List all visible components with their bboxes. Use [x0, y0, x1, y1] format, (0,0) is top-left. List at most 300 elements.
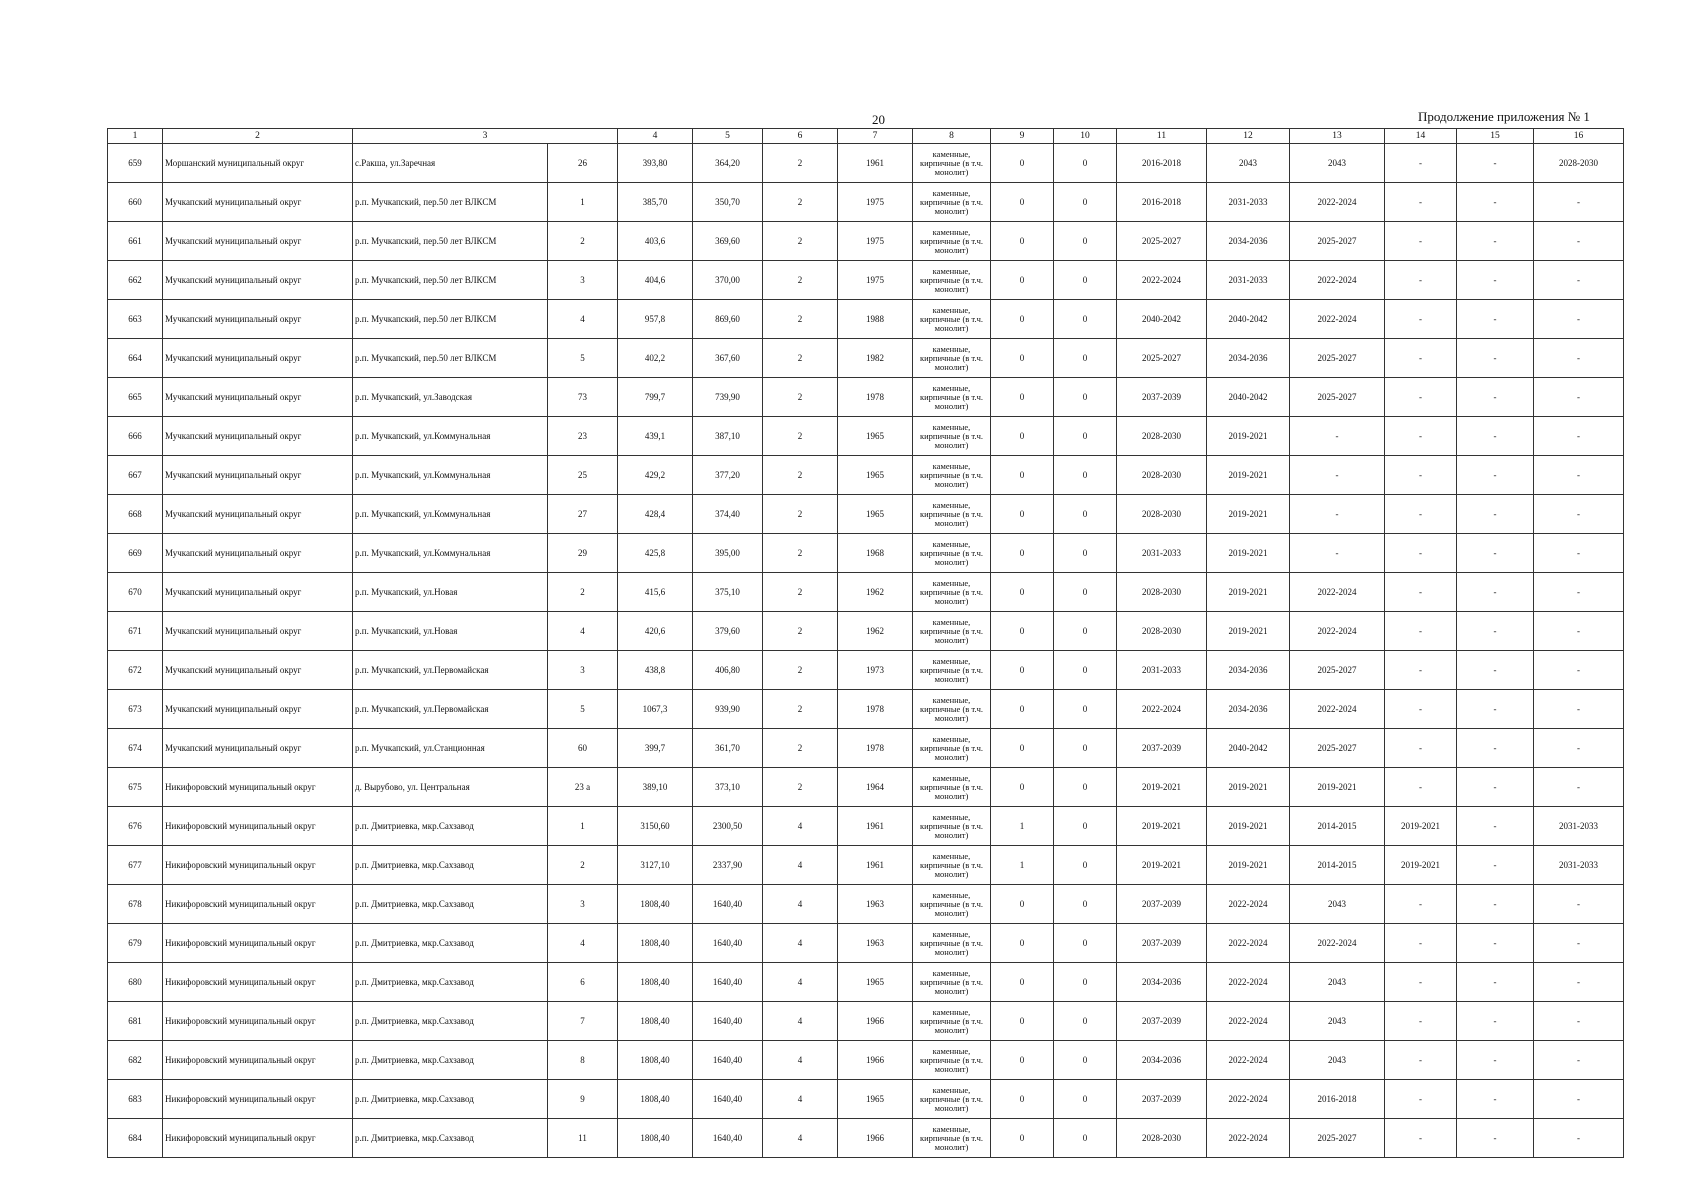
table-cell: - [1534, 222, 1624, 261]
table-cell: 73 [548, 378, 618, 417]
table-cell: р.п. Дмитриевка, мкр.Сахзавод [353, 1041, 548, 1080]
table-cell: Никифоровский муниципальный округ [163, 1080, 353, 1119]
table-cell: 664 [108, 339, 163, 378]
table-cell: - [1534, 534, 1624, 573]
table-cell: 1962 [838, 612, 913, 651]
table-cell: - [1385, 1119, 1457, 1158]
table-cell: 403,6 [618, 222, 693, 261]
column-header: 11 [1117, 129, 1207, 144]
table-cell: 6 [548, 963, 618, 1002]
table-cell: - [1457, 924, 1534, 963]
table-cell: 2028-2030 [1117, 612, 1207, 651]
table-cell: - [1457, 690, 1534, 729]
table-cell: 2022-2024 [1207, 885, 1290, 924]
table-cell: р.п. Мучкапский, ул.Первомайская [353, 690, 548, 729]
table-cell: 2031-2033 [1207, 183, 1290, 222]
table-cell: - [1385, 300, 1457, 339]
table-cell: 429,2 [618, 456, 693, 495]
table-cell: 679 [108, 924, 163, 963]
table-row [108, 1002, 1624, 1041]
table-cell: - [1457, 729, 1534, 768]
table-cell: 2022-2024 [1117, 261, 1207, 300]
table-cell: каменные, кирпичные (в т.ч. монолит) [913, 1002, 991, 1041]
table-cell: 671 [108, 612, 163, 651]
table-cell: 2 [763, 378, 838, 417]
table-cell: 0 [991, 1080, 1054, 1119]
table-cell: 2019-2021 [1207, 768, 1290, 807]
table-cell: - [1385, 690, 1457, 729]
table-cell: 663 [108, 300, 163, 339]
table-cell: 674 [108, 729, 163, 768]
table-cell: 2022-2024 [1290, 183, 1385, 222]
table-cell: Никифоровский муниципальный округ [163, 1041, 353, 1080]
table-cell: 2 [763, 573, 838, 612]
table-cell: 2028-2030 [1117, 417, 1207, 456]
table-cell: 676 [108, 807, 163, 846]
table-cell: 2022-2024 [1290, 261, 1385, 300]
table-cell: 0 [991, 144, 1054, 183]
table-cell: р.п. Мучкапский, пер.50 лет ВЛКСМ [353, 222, 548, 261]
table-cell: 2028-2030 [1117, 495, 1207, 534]
table-cell: - [1534, 183, 1624, 222]
table-cell: 425,8 [618, 534, 693, 573]
table-cell: Мучкапский муниципальный округ [163, 261, 353, 300]
table-cell: 1961 [838, 144, 913, 183]
table-cell: каменные, кирпичные (в т.ч. монолит) [913, 1080, 991, 1119]
table-cell: 2337,90 [693, 846, 763, 885]
table-cell: 2019-2021 [1290, 768, 1385, 807]
table-cell: 675 [108, 768, 163, 807]
table-cell: р.п. Дмитриевка, мкр.Сахзавод [353, 846, 548, 885]
table-cell: 2031-2033 [1534, 807, 1624, 846]
table-cell: 1808,40 [618, 1002, 693, 1041]
table-cell: 2022-2024 [1207, 1080, 1290, 1119]
table-cell: 0 [1054, 495, 1117, 534]
column-header: 2 [163, 129, 353, 144]
table-cell: каменные, кирпичные (в т.ч. монолит) [913, 534, 991, 573]
table-cell: - [1385, 417, 1457, 456]
table-cell: 799,7 [618, 378, 693, 417]
table-row [108, 1080, 1624, 1119]
table-cell: - [1534, 1041, 1624, 1080]
table-cell: 2031-2033 [1207, 261, 1290, 300]
table-row [108, 144, 1624, 183]
table-cell: Никифоровский муниципальный округ [163, 1119, 353, 1158]
table-cell: - [1534, 651, 1624, 690]
table-cell: 26 [548, 144, 618, 183]
table-cell: 8 [548, 1041, 618, 1080]
table-row [108, 573, 1624, 612]
table-cell: 0 [1054, 261, 1117, 300]
table-cell: 683 [108, 1080, 163, 1119]
table-cell: 1640,40 [693, 885, 763, 924]
column-header: 15 [1457, 129, 1534, 144]
table-cell: 2034-2036 [1117, 1041, 1207, 1080]
table-cell: 0 [1054, 690, 1117, 729]
table-cell: 1988 [838, 300, 913, 339]
table-cell: 2016-2018 [1290, 1080, 1385, 1119]
table-cell: 0 [1054, 1080, 1117, 1119]
table-cell: Мучкапский муниципальный округ [163, 378, 353, 417]
table-cell: 2 [548, 222, 618, 261]
table-cell: 2019-2021 [1207, 495, 1290, 534]
table-cell: 27 [548, 495, 618, 534]
table-row [108, 261, 1624, 300]
table-cell: 1982 [838, 339, 913, 378]
table-cell: Никифоровский муниципальный округ [163, 846, 353, 885]
table-cell: 1640,40 [693, 1119, 763, 1158]
table-cell: 0 [991, 261, 1054, 300]
table-cell: 667 [108, 456, 163, 495]
table-cell: каменные, кирпичные (в т.ч. монолит) [913, 339, 991, 378]
table-cell: р.п. Мучкапский, ул.Новая [353, 573, 548, 612]
table-row [108, 495, 1624, 534]
table-cell: р.п. Мучкапский, пер.50 лет ВЛКСМ [353, 261, 548, 300]
table-cell: р.п. Мучкапский, ул.Новая [353, 612, 548, 651]
table-cell: - [1457, 144, 1534, 183]
table-cell: 2016-2018 [1117, 144, 1207, 183]
table-cell: - [1385, 1080, 1457, 1119]
table-cell: - [1457, 885, 1534, 924]
table-cell: Мучкапский муниципальный округ [163, 573, 353, 612]
table-cell: каменные, кирпичные (в т.ч. монолит) [913, 573, 991, 612]
table-cell: 2025-2027 [1290, 651, 1385, 690]
table-cell: Мучкапский муниципальный округ [163, 183, 353, 222]
column-header: 6 [763, 129, 838, 144]
table-cell: 0 [1054, 768, 1117, 807]
table-cell: р.п. Дмитриевка, мкр.Сахзавод [353, 924, 548, 963]
table-cell: 2028-2030 [1117, 573, 1207, 612]
table-cell: 9 [548, 1080, 618, 1119]
table-cell: 2019-2021 [1385, 846, 1457, 885]
table-cell: - [1457, 534, 1534, 573]
column-header: 9 [991, 129, 1054, 144]
column-header: 8 [913, 129, 991, 144]
table-cell: 2022-2024 [1290, 573, 1385, 612]
table-cell: каменные, кирпичные (в т.ч. монолит) [913, 456, 991, 495]
table-row [108, 690, 1624, 729]
table-cell: 1965 [838, 495, 913, 534]
table-cell: - [1457, 573, 1534, 612]
table-cell: 2 [763, 261, 838, 300]
table-cell: Мучкапский муниципальный округ [163, 495, 353, 534]
table-cell: 0 [991, 612, 1054, 651]
table-cell: 60 [548, 729, 618, 768]
table-cell: 7 [548, 1002, 618, 1041]
table-cell: 2022-2024 [1290, 924, 1385, 963]
table-cell: р.п. Мучкапский, ул.Коммунальная [353, 495, 548, 534]
table-cell: - [1534, 573, 1624, 612]
table-cell: - [1457, 1119, 1534, 1158]
table-cell: 0 [991, 339, 1054, 378]
table-cell: Мучкапский муниципальный округ [163, 612, 353, 651]
table-cell: 2 [763, 456, 838, 495]
table-cell: 1975 [838, 183, 913, 222]
table-cell: 2025-2027 [1117, 339, 1207, 378]
table-cell: 1964 [838, 768, 913, 807]
table-cell: 23 а [548, 768, 618, 807]
table-cell: 4 [763, 885, 838, 924]
table-cell: 0 [1054, 651, 1117, 690]
table-cell: Мучкапский муниципальный округ [163, 729, 353, 768]
table-row [108, 378, 1624, 417]
table-cell: Мучкапский муниципальный округ [163, 300, 353, 339]
table-cell: 684 [108, 1119, 163, 1158]
table-cell: 2300,50 [693, 807, 763, 846]
column-header: 7 [838, 129, 913, 144]
table-cell: 939,90 [693, 690, 763, 729]
table-cell: 673 [108, 690, 163, 729]
table-cell: 1067,3 [618, 690, 693, 729]
table-cell: - [1385, 924, 1457, 963]
table-cell: 2043 [1290, 1002, 1385, 1041]
table-cell: - [1534, 495, 1624, 534]
table-cell: - [1385, 573, 1457, 612]
table-cell: 2040-2042 [1117, 300, 1207, 339]
table-cell: 369,60 [693, 222, 763, 261]
table-cell: 373,10 [693, 768, 763, 807]
table-cell: каменные, кирпичные (в т.ч. монолит) [913, 261, 991, 300]
table-cell: 3 [548, 261, 618, 300]
table-row [108, 534, 1624, 573]
table-row [108, 300, 1624, 339]
table-cell: - [1385, 729, 1457, 768]
table-cell: д. Вырубово, ул. Центральная [353, 768, 548, 807]
table-cell: 2 [763, 339, 838, 378]
table-cell: 1640,40 [693, 1041, 763, 1080]
table-cell: 2031-2033 [1534, 846, 1624, 885]
table-cell: 2037-2039 [1117, 924, 1207, 963]
table-cell: 0 [991, 651, 1054, 690]
table-cell: 2022-2024 [1207, 1002, 1290, 1041]
table-cell: 2022-2024 [1290, 300, 1385, 339]
table-cell: 2 [763, 222, 838, 261]
table-cell: - [1457, 417, 1534, 456]
table-cell: Мучкапский муниципальный округ [163, 651, 353, 690]
table-cell: р.п. Мучкапский, ул.Коммунальная [353, 456, 548, 495]
table-cell: 2022-2024 [1207, 924, 1290, 963]
table-row [108, 339, 1624, 378]
table-cell: - [1457, 651, 1534, 690]
table-cell: 2019-2021 [1385, 807, 1457, 846]
table-cell: 2040-2042 [1207, 300, 1290, 339]
table-cell: каменные, кирпичные (в т.ч. монолит) [913, 846, 991, 885]
table-cell: 395,00 [693, 534, 763, 573]
table-cell: р.п. Мучкапский, ул.Коммунальная [353, 534, 548, 573]
table-cell: 0 [991, 456, 1054, 495]
table-cell: 1640,40 [693, 924, 763, 963]
table-cell: 1978 [838, 690, 913, 729]
table-cell: Мучкапский муниципальный округ [163, 417, 353, 456]
table-cell: 0 [991, 222, 1054, 261]
table-cell: 2019-2021 [1117, 846, 1207, 885]
table-cell: - [1534, 612, 1624, 651]
table-cell: 1961 [838, 846, 913, 885]
table-cell: 0 [991, 534, 1054, 573]
table-cell: 2 [763, 729, 838, 768]
table-cell: 2022-2024 [1117, 690, 1207, 729]
table-cell: - [1385, 651, 1457, 690]
table-cell: 2031-2033 [1117, 534, 1207, 573]
table-cell: - [1457, 1080, 1534, 1119]
table-cell: каменные, кирпичные (в т.ч. монолит) [913, 1119, 991, 1158]
table-cell: 4 [548, 924, 618, 963]
table-cell: - [1290, 417, 1385, 456]
table-cell: 2034-2036 [1207, 339, 1290, 378]
table-cell: 1 [991, 846, 1054, 885]
table-cell: 1640,40 [693, 1080, 763, 1119]
table-cell: 367,60 [693, 339, 763, 378]
table-row [108, 651, 1624, 690]
table-cell: Мучкапский муниципальный округ [163, 456, 353, 495]
table-cell: 2043 [1290, 885, 1385, 924]
table-cell: - [1534, 1119, 1624, 1158]
table-cell: 0 [1054, 378, 1117, 417]
table-row [108, 417, 1624, 456]
table-cell: каменные, кирпичные (в т.ч. монолит) [913, 300, 991, 339]
table-row [108, 963, 1624, 1002]
table-cell: р.п. Мучкапский, пер.50 лет ВЛКСМ [353, 183, 548, 222]
continuation-title: Продолжение приложения № 1 [1418, 109, 1590, 124]
table-cell: 2037-2039 [1117, 1080, 1207, 1119]
table-cell: 670 [108, 573, 163, 612]
column-header: 10 [1054, 129, 1117, 144]
table-cell: каменные, кирпичные (в т.ч. монолит) [913, 768, 991, 807]
table-cell: 2034-2036 [1207, 651, 1290, 690]
table-cell: 1965 [838, 1080, 913, 1119]
table-cell: 439,1 [618, 417, 693, 456]
table-row [108, 456, 1624, 495]
column-header: 5 [693, 129, 763, 144]
table-cell: 1978 [838, 729, 913, 768]
table-cell: 2 [763, 495, 838, 534]
table-cell: - [1534, 729, 1624, 768]
table-cell: р.п. Мучкапский, пер.50 лет ВЛКСМ [353, 300, 548, 339]
table-cell: 2 [548, 846, 618, 885]
table-cell: 1966 [838, 1041, 913, 1080]
table-cell: 2034-2036 [1207, 690, 1290, 729]
table-cell: каменные, кирпичные (в т.ч. монолит) [913, 222, 991, 261]
table-cell: с.Ракша, ул.Заречная [353, 144, 548, 183]
table-row [108, 183, 1624, 222]
table-cell: 2040-2042 [1207, 378, 1290, 417]
table-cell: Мучкапский муниципальный округ [163, 339, 353, 378]
table-cell: - [1385, 768, 1457, 807]
table-cell: 665 [108, 378, 163, 417]
table-cell: р.п. Дмитриевка, мкр.Сахзавод [353, 1119, 548, 1158]
table-cell: - [1457, 1041, 1534, 1080]
column-header: 4 [618, 129, 693, 144]
table-cell: 0 [1054, 534, 1117, 573]
table-cell: 2034-2036 [1117, 963, 1207, 1002]
table-cell: 1808,40 [618, 885, 693, 924]
table-cell: 415,6 [618, 573, 693, 612]
table-cell: каменные, кирпичные (в т.ч. монолит) [913, 612, 991, 651]
table-cell: - [1290, 534, 1385, 573]
table-cell: Никифоровский муниципальный округ [163, 768, 353, 807]
table-cell: 2019-2021 [1117, 768, 1207, 807]
table-cell: 0 [1054, 1002, 1117, 1041]
table-cell: - [1534, 1080, 1624, 1119]
table-cell: 0 [1054, 807, 1117, 846]
table-cell: 0 [991, 729, 1054, 768]
table-cell: - [1457, 612, 1534, 651]
table-cell: 2028-2030 [1117, 1119, 1207, 1158]
table-cell: - [1457, 456, 1534, 495]
table-cell: 1640,40 [693, 963, 763, 1002]
table-cell: 0 [991, 573, 1054, 612]
table-cell: 2037-2039 [1117, 729, 1207, 768]
table-cell: 1968 [838, 534, 913, 573]
table-cell: 662 [108, 261, 163, 300]
table-cell: Никифоровский муниципальный округ [163, 963, 353, 1002]
table-cell: 0 [991, 1041, 1054, 1080]
table-cell: 682 [108, 1041, 163, 1080]
table-cell: 3 [548, 885, 618, 924]
table-cell: 0 [991, 495, 1054, 534]
table-cell: 1966 [838, 1002, 913, 1041]
table-cell: - [1290, 495, 1385, 534]
table-cell: 2037-2039 [1117, 378, 1207, 417]
table-cell: 4 [763, 1041, 838, 1080]
table-cell: - [1457, 261, 1534, 300]
table-cell: 2028-2030 [1534, 144, 1624, 183]
table-cell: каменные, кирпичные (в т.ч. монолит) [913, 651, 991, 690]
table-cell: каменные, кирпичные (в т.ч. монолит) [913, 690, 991, 729]
table-cell: 399,7 [618, 729, 693, 768]
table-cell: каменные, кирпичные (в т.ч. монолит) [913, 183, 991, 222]
table-cell: каменные, кирпичные (в т.ч. монолит) [913, 807, 991, 846]
table-cell: 0 [991, 417, 1054, 456]
table-cell: 0 [1054, 573, 1117, 612]
table-cell: 2025-2027 [1290, 729, 1385, 768]
table-cell: 385,70 [618, 183, 693, 222]
table-cell: р.п. Дмитриевка, мкр.Сахзавод [353, 885, 548, 924]
table-cell: 0 [991, 1002, 1054, 1041]
table-cell: - [1385, 1041, 1457, 1080]
table-cell: - [1534, 963, 1624, 1002]
table-cell: Мучкапский муниципальный округ [163, 690, 353, 729]
table-row [108, 1119, 1624, 1158]
table-cell: 5 [548, 339, 618, 378]
table-row [108, 1041, 1624, 1080]
table-cell: 2 [763, 144, 838, 183]
table-cell: 5 [548, 690, 618, 729]
table-cell: 393,80 [618, 144, 693, 183]
table-cell: 0 [991, 885, 1054, 924]
table-cell: - [1534, 300, 1624, 339]
table-cell: 420,6 [618, 612, 693, 651]
table-cell: 2 [763, 183, 838, 222]
table-cell: 0 [1054, 963, 1117, 1002]
table-cell: 2025-2027 [1290, 378, 1385, 417]
table-cell: 666 [108, 417, 163, 456]
table-cell: 2 [763, 534, 838, 573]
table-cell: 869,60 [693, 300, 763, 339]
table-cell: 2019-2021 [1207, 846, 1290, 885]
table-cell: - [1290, 456, 1385, 495]
table-cell: - [1534, 924, 1624, 963]
column-header: 13 [1290, 129, 1385, 144]
table-cell: 370,00 [693, 261, 763, 300]
table-cell: - [1534, 378, 1624, 417]
table-cell: 2022-2024 [1290, 690, 1385, 729]
table-cell: 361,70 [693, 729, 763, 768]
table-cell: 1965 [838, 417, 913, 456]
table-row [108, 924, 1624, 963]
table-cell: Никифоровский муниципальный округ [163, 885, 353, 924]
table-cell: 0 [991, 183, 1054, 222]
